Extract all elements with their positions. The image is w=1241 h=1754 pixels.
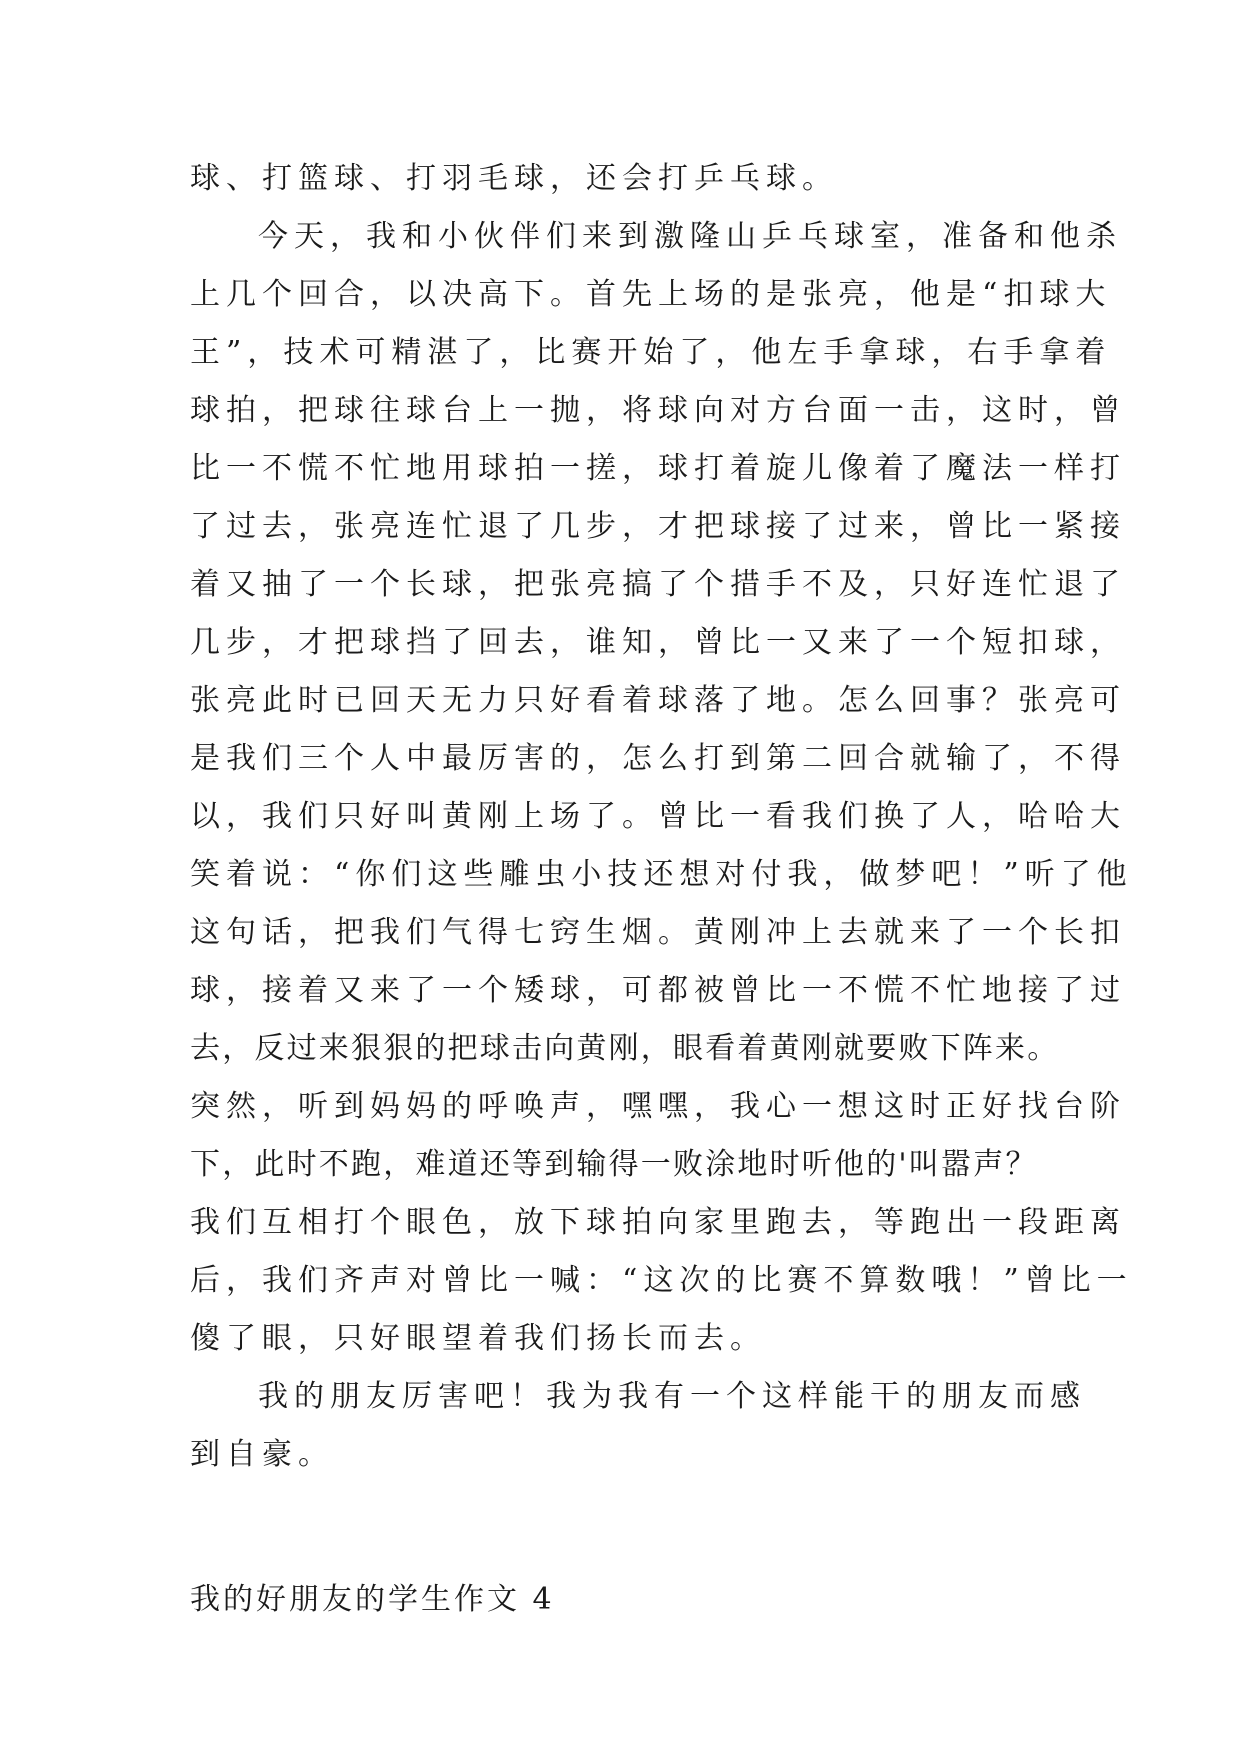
body-line: 下，此时不跑，难道还等到输得一败涂地时听他的'叫嚣声？ bbox=[190, 1147, 1038, 1182]
body-line: 去，反过来狠狠的把球击向黄刚，眼看着黄刚就要败下阵来。 bbox=[190, 1031, 1060, 1066]
body-line: 这句话，把我们气得七窍生烟。黄刚冲上去就来了一个长扣 bbox=[190, 915, 1126, 950]
body-line: 突然，听到妈妈的呼唤声，嘿嘿，我心一想这时正好找台阶 bbox=[190, 1089, 1126, 1124]
body-line: 我们互相打个眼色，放下球拍向家里跑去，等跑出一段距离 bbox=[190, 1205, 1126, 1240]
body-line: 几步，才把球挡了回去，谁知，曾比一又来了一个短扣球， bbox=[190, 625, 1126, 660]
essay-body bbox=[190, 150, 1133, 1484]
body-line: 是我们三个人中最厉害的，怎么打到第二回合就输了，不得 bbox=[190, 741, 1126, 776]
body-line: 了过去，张亮连忙退了几步，才把球接了过来，曾比一紧接 bbox=[190, 509, 1126, 544]
body-line: 球拍，把球往球台上一抛，将球向对方台面一击，这时，曾 bbox=[190, 393, 1126, 428]
body-line: 上几个回合，以决高下。首先上场的是张亮，他是“扣球大 bbox=[190, 277, 1112, 312]
body-line: 笑着说：“你们这些雕虫小技还想对付我，做梦吧！”听了他 bbox=[190, 857, 1133, 892]
body-line: 张亮此时已回天无力只好看着球落了地。怎么回事？张亮可 bbox=[190, 683, 1126, 718]
section-heading: 我的好朋友的学生作文 4 bbox=[190, 1582, 555, 1617]
body-line: 球、打篮球、打羽毛球，还会打乒乓球。 bbox=[190, 161, 838, 196]
body-line: 傻了眼，只好眼望着我们扬长而去。 bbox=[190, 1321, 766, 1356]
paragraph-start-line: 今天，我和小伙伴们来到激隆山乒乓球室，准备和他杀 bbox=[258, 219, 1122, 254]
body-line: 球，接着又来了一个矮球，可都被曾比一不慌不忙地接了过 bbox=[190, 973, 1126, 1008]
body-line: 以，我们只好叫黄刚上场了。曾比一看我们换了人，哈哈大 bbox=[190, 799, 1126, 834]
paragraph-start-line: 我的朋友厉害吧！我为我有一个这样能干的朋友而感 bbox=[258, 1379, 1086, 1414]
body-line: 后，我们齐声对曾比一喊：“这次的比赛不算数哦！”曾比一 bbox=[190, 1263, 1133, 1298]
body-line: 王”，技术可精湛了，比赛开始了，他左手拿球，右手拿着 bbox=[190, 335, 1112, 370]
body-line: 着又抽了一个长球，把张亮搞了个措手不及，只好连忙退了 bbox=[190, 567, 1126, 602]
body-line: 比一不慌不忙地用球拍一搓，球打着旋儿像着了魔法一样打 bbox=[190, 451, 1126, 486]
body-line: 到自豪。 bbox=[190, 1437, 334, 1472]
